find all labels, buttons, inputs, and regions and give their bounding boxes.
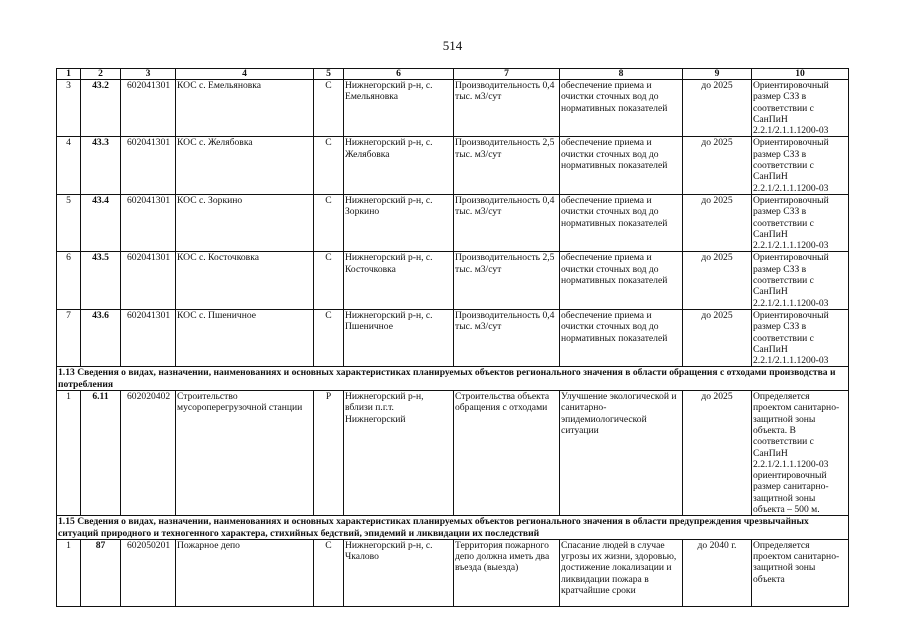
cell-status: С [314, 309, 344, 366]
table-row [57, 539, 849, 606]
cell-purpose: обеспечение приема и очистки сточных вод до нормативных показателей [560, 252, 683, 309]
column-number-7: 7 [454, 69, 560, 80]
column-number-9: 9 [683, 69, 752, 80]
cell-sanitary-zone: Ориентировочный размер СЗЗ в соответствии с СанПиН 2.2.1/2.1.1.1200-03 [752, 194, 849, 251]
cell-characteristics: Строительства объекта обращения с отходами [454, 391, 560, 516]
table-row [57, 252, 849, 309]
cell-characteristics: Территория пожарного депо должна иметь два въезда (выезда) [454, 539, 560, 606]
cell-code: 602041301 [121, 309, 176, 366]
cell-location: Нижнегорский р-н, вблизи п.г.т. Нижнегорский [344, 391, 454, 516]
cell-purpose: обеспечение приема и очистки сточных вод до нормативных показателей [560, 137, 683, 194]
cell-sanitary-zone: Ориентировочный размер СЗЗ в соответствии с СанПиН 2.2.1/2.1.1.1200-03 [752, 80, 849, 137]
cell-row-number: 1 [57, 391, 81, 516]
cell-sanitary-zone: Определяется проектом санитарно-защитной зоны объекта [752, 539, 849, 606]
cell-deadline: до 2025 [683, 309, 752, 366]
cell-object-name: КОС с. Пшеничное [176, 309, 314, 366]
cell-code: 602041301 [121, 137, 176, 194]
table-row [57, 137, 849, 194]
cell-characteristics: Производительность 0,4 тыс. м3/сут [454, 309, 560, 366]
cell-purpose: Спасание людей в случае угрозы их жизни, здоровью, достижение локализации и ликвидации пожара в кратчайшие сроки [560, 539, 683, 606]
cell-code: 602050201 [121, 539, 176, 606]
cell-object-number: 43.2 [81, 80, 121, 137]
cell-purpose: Улучшение экологической и санитарно-эпидемиологической ситуации [560, 391, 683, 516]
cell-status: С [314, 80, 344, 137]
cell-object-name: КОС с. Косточковка [176, 252, 314, 309]
cell-status: С [314, 539, 344, 606]
cell-purpose: обеспечение приема и очистки сточных вод до нормативных показателей [560, 194, 683, 251]
table-row [57, 309, 849, 366]
cell-location: Нижнегорский р-н, с. Чкалово [344, 539, 454, 606]
column-number-5: 5 [314, 69, 344, 80]
section-heading-row [57, 516, 849, 540]
cell-object-name: Пожарное депо [176, 539, 314, 606]
cell-sanitary-zone: Ориентировочный размер СЗЗ в соответствии с СанПиН 2.2.1/2.1.1.1200-03 [752, 309, 849, 366]
cell-deadline: до 2025 [683, 80, 752, 137]
cell-location: Нижнегорский р-н, с. Пшеничное [344, 309, 454, 366]
section-heading-row [57, 367, 849, 391]
cell-row-number: 3 [57, 80, 81, 137]
cell-object-name: КОС с. Емельяновка [176, 80, 314, 137]
cell-characteristics: Производительность 0,4 тыс. м3/сут [454, 80, 560, 137]
cell-row-number: 4 [57, 137, 81, 194]
cell-characteristics: Производительность 0,4 тыс. м3/сут [454, 194, 560, 251]
cell-object-name: КОС с. Желябовка [176, 137, 314, 194]
cell-code: 602041301 [121, 80, 176, 137]
cell-sanitary-zone: Определяется проектом санитарно-защитной зоны объекта. В соответствии с СанПиН 2.2.1/2.1.1.1200-03 ориентировочный размер санитарно-защитной зоны объекта – 500 м. [752, 391, 849, 516]
cell-object-name: КОС с. Зоркино [176, 194, 314, 251]
section-heading: 1.13 Сведения о видах, назначении, наименованиях и основных характеристиках планируемых объектов регионального значения в области обращения с отходами производства и потребления [57, 367, 849, 391]
cell-status: С [314, 194, 344, 251]
table-row [57, 80, 849, 137]
column-number-10: 10 [752, 69, 849, 80]
cell-deadline: до 2025 [683, 194, 752, 251]
cell-deadline: до 2025 [683, 137, 752, 194]
cell-row-number: 6 [57, 252, 81, 309]
page-number: 514 [442, 38, 463, 53]
cell-location: Нижнегорский р-н, с. Емельяновка [344, 80, 454, 137]
planning-objects-table [56, 68, 849, 607]
cell-object-number: 87 [81, 539, 121, 606]
cell-object-number: 43.5 [81, 252, 121, 309]
cell-row-number: 1 [57, 539, 81, 606]
cell-deadline: до 2025 [683, 391, 752, 516]
cell-sanitary-zone: Ориентировочный размер СЗЗ в соответствии с СанПиН 2.2.1/2.1.1.1200-03 [752, 252, 849, 309]
table-row [57, 194, 849, 251]
cell-location: Нижнегорский р-н, с. Зоркино [344, 194, 454, 251]
cell-code: 602041301 [121, 194, 176, 251]
cell-purpose: обеспечение приема и очистки сточных вод до нормативных показателей [560, 80, 683, 137]
cell-status: Р [314, 391, 344, 516]
table-row [57, 391, 849, 516]
cell-status: С [314, 137, 344, 194]
cell-object-number: 43.4 [81, 194, 121, 251]
cell-deadline: до 2040 г. [683, 539, 752, 606]
cell-object-number: 43.3 [81, 137, 121, 194]
cell-characteristics: Производительность 2,5 тыс. м3/сут [454, 252, 560, 309]
section-heading: 1.15 Сведения о видах, назначении, наименованиях и основных характеристиках планируемых объектов регионального значения в области предупреждения чрезвычайных ситуаций природного и техногенного характера, стихийных бедствий, эпидемий и ликвидации их последствий [57, 516, 849, 540]
cell-deadline: до 2025 [683, 252, 752, 309]
column-number-1: 1 [57, 69, 81, 80]
cell-row-number: 5 [57, 194, 81, 251]
cell-code: 602020402 [121, 391, 176, 516]
column-number-4: 4 [176, 69, 314, 80]
column-number-6: 6 [344, 69, 454, 80]
cell-location: Нижнегорский р-н, с. Косточковка [344, 252, 454, 309]
column-number-2: 2 [81, 69, 121, 80]
cell-sanitary-zone: Ориентировочный размер СЗЗ в соответствии с СанПиН 2.2.1/2.1.1.1200-03 [752, 137, 849, 194]
cell-object-number: 6.11 [81, 391, 121, 516]
cell-row-number: 7 [57, 309, 81, 366]
column-number-8: 8 [560, 69, 683, 80]
cell-code: 602041301 [121, 252, 176, 309]
cell-characteristics: Производительность 2,5 тыс. м3/сут [454, 137, 560, 194]
cell-object-name: Строительство мусороперегрузочной станции [176, 391, 314, 516]
column-number-3: 3 [121, 69, 176, 80]
cell-object-number: 43.6 [81, 309, 121, 366]
cell-location: Нижнегорский р-н, с. Желябовка [344, 137, 454, 194]
cell-status: С [314, 252, 344, 309]
column-number-row [57, 69, 849, 80]
cell-purpose: обеспечение приема и очистки сточных вод до нормативных показателей [560, 309, 683, 366]
